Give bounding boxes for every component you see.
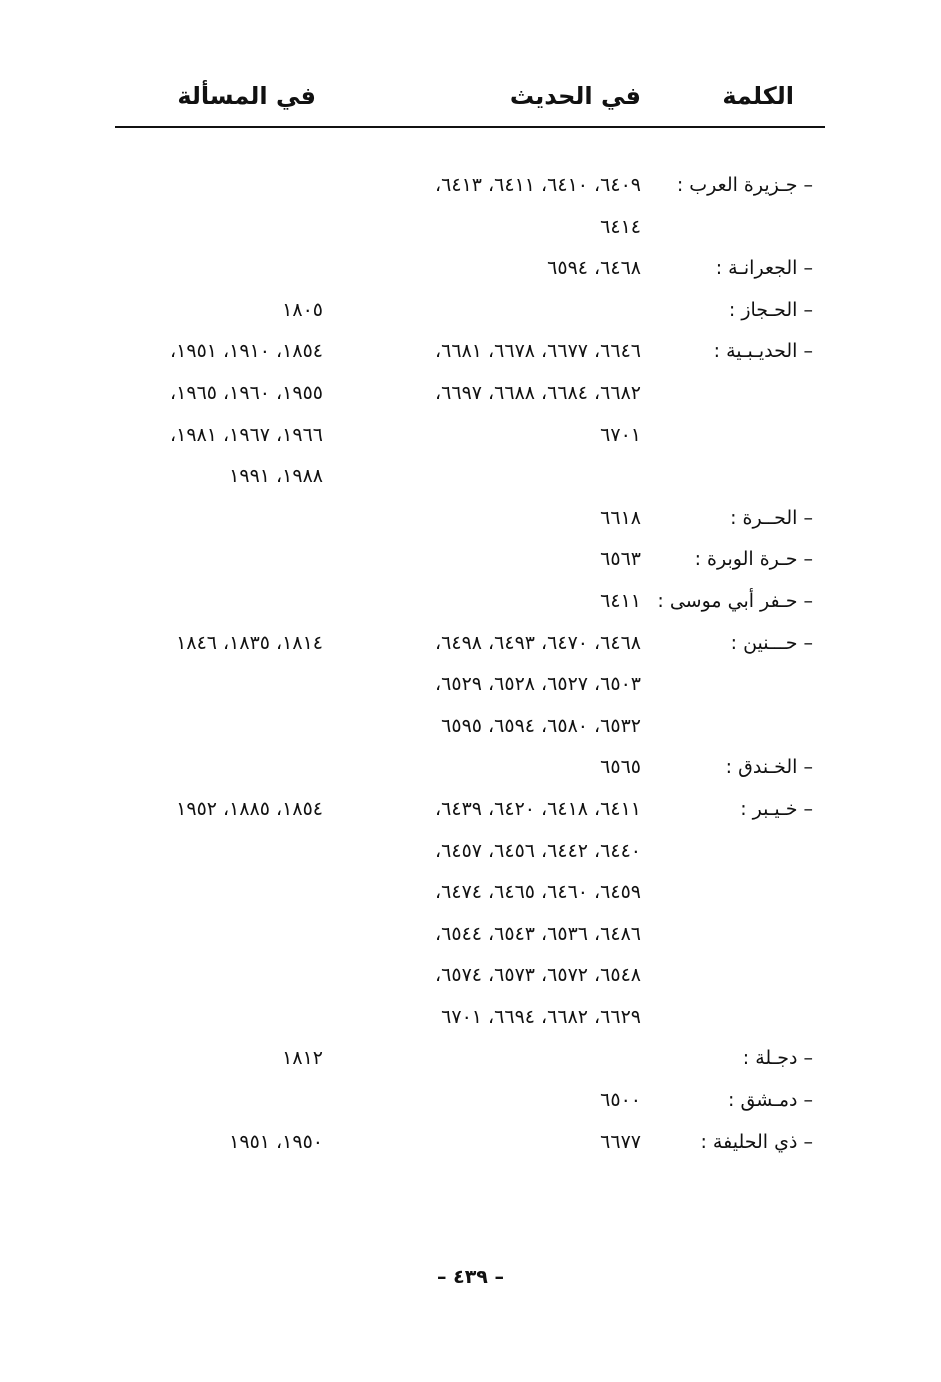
entry-hadith-numbers: ٦٤٥٩، ٦٤٦٠، ٦٤٦٥، ٦٤٧٤، [435,881,641,904]
header-hadith: في الحديث [509,82,641,110]
entry-word: – حـــنين : [730,631,813,654]
entry-word: – ذي الحليفة : [700,1130,813,1153]
entry-word: – الجعرانـة : [715,257,813,280]
entry-hadith-numbers: ٦٥٦٣ [600,548,641,571]
entry-masala-numbers: ١٩٥٥، ١٩٦٠، ١٩٦٥، [170,381,323,404]
index-row [0,374,941,416]
entry-masala-numbers: ١٨٥٤، ١٨٨٥، ١٩٥٢ [176,797,323,820]
entry-masala-numbers: ١٨٥٤، ١٩١٠، ١٩٥١، [170,340,323,363]
entry-word: – جـزيرة العرب : [676,174,813,196]
index-row [0,540,941,582]
entry-masala-numbers: ١٨٠٥ [282,298,323,321]
entry-hadith-numbers: ٦٤٠٩، ٦٤١٠، ٦٤١١، ٦٤١٣، [435,174,641,196]
index-row [0,291,941,333]
index-row [0,790,941,832]
entry-word: – دمـشق : [728,1089,813,1112]
entry-word: – الخـندق : [725,756,813,779]
index-row [0,1123,941,1165]
index-row [0,166,941,208]
index-row [0,624,941,666]
index-row [0,1039,941,1081]
entry-hadith-numbers: ٦٤٦٨، ٦٥٩٤ [547,257,641,280]
index-row [0,665,941,707]
entry-word: – الحديـبـية : [713,340,813,363]
entry-hadith-numbers: ٦٦١٨ [600,506,641,529]
entry-hadith-numbers: ٦٦٤٦، ٦٦٧٧، ٦٦٧٨، ٦٦٨١، [435,340,641,363]
index-row [0,998,941,1040]
entry-word: – حـرة الوبرة : [694,548,813,571]
index-row [0,416,941,458]
entry-masala-numbers: ١٩٨٨، ١٩٩١ [229,465,323,488]
index-row [0,499,941,541]
entry-hadith-numbers: ٦٤١٤ [600,215,641,238]
entry-hadith-numbers: ٦٦٢٩، ٦٦٨٢، ٦٦٩٤، ٦٧٠١ [441,1005,641,1028]
entry-masala-numbers: ١٨١٢ [282,1047,323,1070]
index-row [0,873,941,915]
entry-hadith-numbers: ٦٤٤٠، ٦٤٤٢، ٦٤٥٦، ٦٤٥٧، [435,839,641,862]
entry-hadith-numbers: ٦٤٦٨، ٦٤٧٠، ٦٤٩٣، ٦٤٩٨، [435,631,641,654]
page-number: – ٤٣٩ – [436,1266,505,1288]
index-row [0,1081,941,1123]
entry-word: – دجـلة : [742,1047,813,1070]
index-row [0,707,941,749]
header-divider [115,126,825,128]
entry-hadith-numbers: ٦٤١١، ٦٤١٨، ٦٤٢٠، ٦٤٣٩، [435,797,641,820]
entry-word: – خـيـبر : [740,797,813,820]
entry-masala-numbers: ١٩٦٦، ١٩٦٧، ١٩٨١، [170,423,323,446]
entry-masala-numbers: ١٩٥٠، ١٩٥١ [229,1130,323,1153]
index-row [0,457,941,499]
entry-hadith-numbers: ٦٦٧٧ [600,1130,641,1153]
entry-hadith-numbers: ٦٥٤٨، ٦٥٧٢، ٦٥٧٣، ٦٥٧٤، [435,964,641,987]
column-headers [0,82,941,122]
index-row [0,832,941,874]
index-row [0,249,941,291]
entry-hadith-numbers: ٦٤١١ [600,589,641,612]
entry-hadith-numbers: ٦٧٠١ [600,423,641,446]
index-row [0,748,941,790]
index-row [0,956,941,998]
entry-word: – الحــرة : [730,506,813,529]
index-entries [0,166,941,1164]
entry-word: – حـفر أبي موسى : [657,589,813,612]
index-row [0,332,941,374]
header-masala: في المسألة [177,82,316,110]
entry-hadith-numbers: ٦٥٠٣، ٦٥٢٧، ٦٥٢٨، ٦٥٢٩، [435,673,641,696]
entry-masala-numbers: ١٨١٤، ١٨٣٥، ١٨٤٦ [176,631,323,654]
entry-hadith-numbers: ٦٤٨٦، ٦٥٣٦، ٦٥٤٣، ٦٥٤٤، [435,922,641,945]
entry-hadith-numbers: ٦٥٠٠ [600,1089,641,1112]
index-row [0,582,941,624]
entry-hadith-numbers: ٦٥٦٥ [600,756,641,779]
entry-hadith-numbers: ٦٦٨٢، ٦٦٨٤، ٦٦٨٨، ٦٦٩٧، [435,381,641,404]
entry-word: – الحـجاز : [728,298,813,321]
entry-hadith-numbers: ٦٥٣٢، ٦٥٨٠، ٦٥٩٤، ٦٥٩٥ [441,714,641,737]
index-row [0,208,941,250]
header-word: الكلمة [722,82,794,110]
index-row [0,915,941,957]
